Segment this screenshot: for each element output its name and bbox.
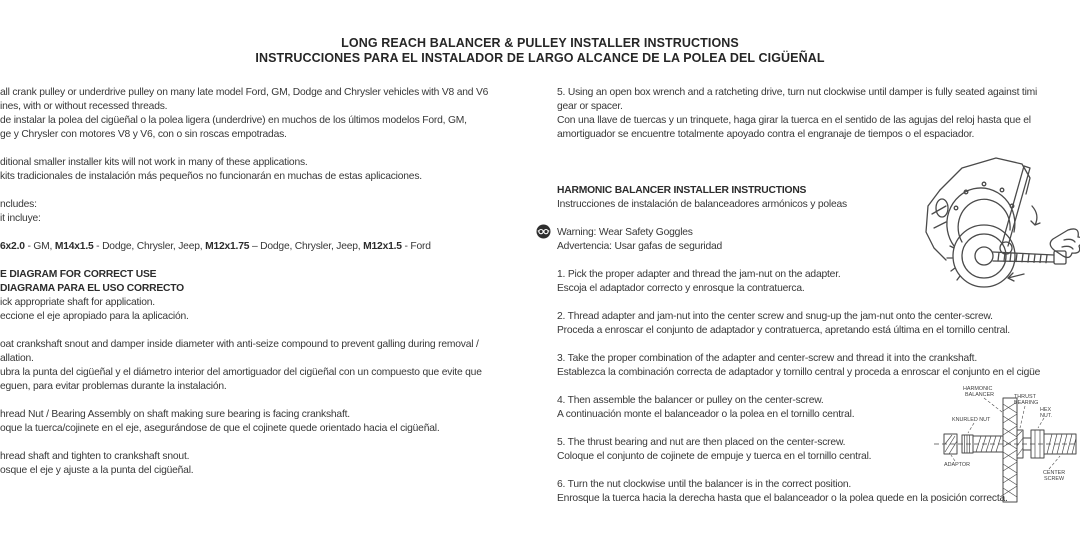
text-line: ubra la punta del cigüeñal y el diámetro interior del amortiguador del cigüeñal con un compuesto que evite que [0,367,482,378]
text-line [0,254,552,268]
diagram-label: HARMONIC [963,386,993,392]
diagram-label: NUT. [1040,413,1052,419]
text-line: allation. [0,353,34,364]
text-line [0,394,552,408]
text-line [0,142,552,156]
text-line [0,184,552,198]
text-line: oat crankshaft snout and damper inside diameter with anti-seize compound to prevent galling during removal / [0,339,479,350]
doc-title-english: LONG REACH BALANCER & PULLEY INSTALLER INSTRUCTIONS [341,36,739,50]
text-line: ditional smaller installer kits will not work in many of these applications. [0,157,308,168]
text-line: Advertencia: Usar gafas de seguridad [557,241,723,252]
diagram-label: CENTER [1043,470,1066,476]
text-line: ick appropriate shaft for application. [0,297,155,308]
text-line: 2. Thread adapter and jam-nut into the center screw and snug-up the jam-nut onto the center-screw. [557,311,993,322]
text-line: amortiguador se encuentre totalmente apoyado contra el engranaje de tiempos o el espaciador. [557,129,975,140]
hand [1050,229,1080,258]
doc-title-spanish: INSTRUCCIONES PARA EL INSTALADOR DE LARGO ALCANCE DE LA POLEA DEL CIGÜEÑAL [255,51,825,65]
text-line: 1. Pick the proper adapter and thread the jam-nut on the adapter. [557,269,841,280]
text-line: kits tradicionales de instalación más pequeños no funcionarán en muchas de estas aplicaciones. [0,171,422,182]
harmonic-balancer-part [1003,398,1017,502]
direction-arrow [1008,273,1024,281]
text-line: hread Nut / Bearing Assembly on shaft making sure bearing is facing crankshaft. [0,409,350,420]
text-line: Establezca la combinación correcta de adaptador y tornillo central y proceda a enroscar el conjunto en el cigüe [557,367,1041,378]
diagram-label: KNURLED NUT [952,417,991,423]
text-line: 5. Using an open box wrench and a ratcheting drive, turn nut clockwise until damper is fully seated against timi [557,87,1038,98]
text-line [0,324,552,338]
text-line [557,338,1080,352]
text-line: ncludes: [0,199,37,210]
text-line: A continuación monte el balanceador o la polea en el tornillo central. [557,409,855,420]
diagram-label: THRUST [1014,394,1036,400]
installer-cross-section-diagram [928,378,1080,518]
text-line: hread shaft and tighten to crankshaft snout. [0,451,190,462]
text-line: 6x2.0 - GM, M14x1.5 - Dodge, Chrysler, Jeep, M12x1.75 – Dodge, Chrysler, Jeep, M12x1.5 - Ford [0,241,431,252]
text-line: all crank pulley or underdrive pulley on many late model Ford, GM, Dodge and Chrysler vehicles with V8 and V6 [0,87,489,98]
text-line: ge y Chrysler con motores V8 y V6, con o sin roscas empotradas. [0,129,287,140]
text-line: Con una llave de tuercas y un trinquete, haga girar la tuerca en el sentido de las agujas del reloj hasta que el [557,115,1031,126]
text-line: ines, with or without recessed threads. [0,101,168,112]
text-line: oque la tuerca/cojinete en el eje, asegurándose de que el cojinete quede orientado hacia el cigüeñal. [0,423,440,434]
text-line: Instrucciones de instalación de balanceadores armónicos y poleas [557,199,847,210]
text-line: 5. The thrust bearing and nut are then placed on the center-screw. [557,437,846,448]
diagram-label: SCREW [1044,476,1065,482]
text-line: 3. Take the proper combination of the adapter and center-screw and thread it into the crankshaft. [557,353,978,364]
timing-cover-ring [947,188,1015,246]
text-line: HARMONIC BALANCER INSTALLER INSTRUCTIONS [557,185,807,196]
rotation-arrow [1031,206,1040,225]
diagram-label: ADAPTOR [944,462,970,468]
diagram-label: HEX [1040,407,1052,413]
doc-title [0,36,1080,66]
text-line: DIAGRAMA PARA EL USO CORRECTO [0,283,184,294]
tool-end-nut [1054,251,1066,264]
safety-goggles-warning-icon [536,224,551,239]
text-line: osque el eje y ajuste a la punta del cigüeñal. [0,465,194,476]
diagram-label: BALANCER [965,392,995,398]
text-line: Warning: Wear Safety Goggles [557,227,693,238]
text-line: Proceda a enroscar el conjunto de adaptador y contratuerca, apretando está última en el tornillo central. [557,325,1010,336]
left-column-text [0,86,552,526]
text-line: Escoja el adaptador correcto y enrosque la contratuerca. [557,283,805,294]
text-line [0,226,552,240]
text-line [0,436,552,450]
text-line: 6. Turn the nut clockwise until the balancer is in the correct position. [557,479,852,490]
text-line: eguen, para evitar problemas durante la instalación. [0,381,227,392]
text-line: gear or spacer. [557,101,623,112]
text-line: it incluye: [0,213,41,224]
text-line: Coloque el conjunto de cojinete de empuje y tuerca en el tornillo central. [557,451,872,462]
engine-balancer-installation-illustration [918,148,1080,303]
text-line: E DIAGRAM FOR CORRECT USE [0,269,157,280]
text-line: 4. Then assemble the balancer or pulley on the center-screw. [557,395,824,406]
text-line: eccione el eje apropiado para la aplicación. [0,311,189,322]
text-line: de instalar la polea del cigüeñal o la polea ligera (underdrive) en muchos de los últimos modelos Ford, GM, [0,115,467,126]
text-line: Enrosque la tuerca hacia la derecha hasta que el balanceador o la polea quede en la posición correcta. [557,493,1008,504]
diagram-label: BEARING [1014,400,1039,406]
